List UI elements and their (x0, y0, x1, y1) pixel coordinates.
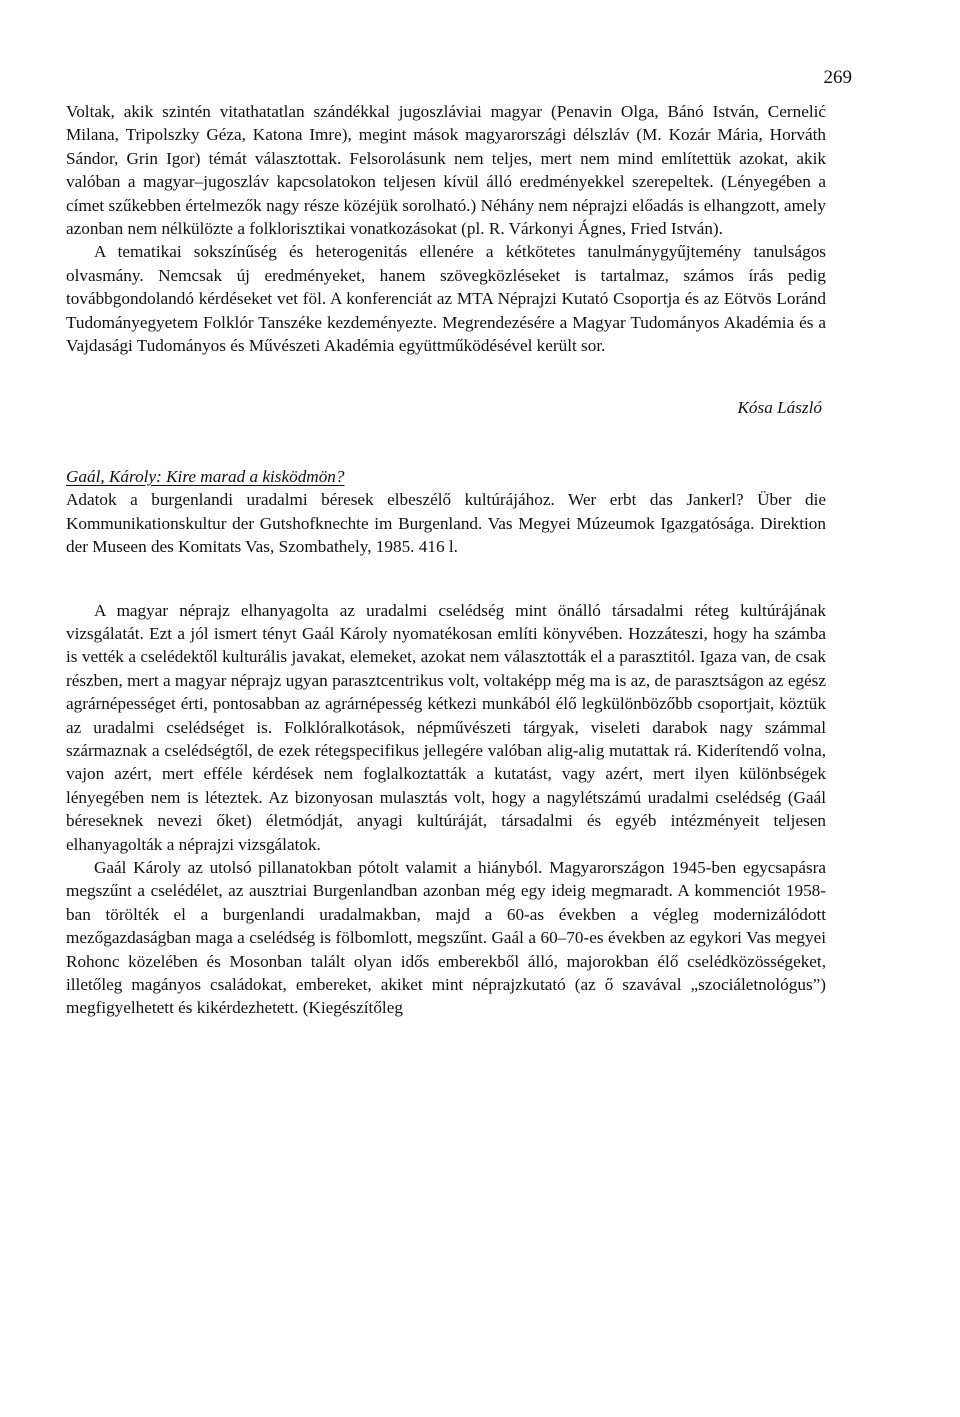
review-bibliography: Adatok a burgenlandi uradalmi béresek elbeszélő kultúrájához. Wer erbt das Jankerl? Über die Kommunikationskultur der Gutshofknechte im Burgenland. Vas Megyei Múzeumok Igazgatósága. Direktion der Museen des Komitats Vas, Szombathely, 1985. 416 l. (66, 490, 826, 557)
review-paragraph-1: A magyar néprajz elhanyagolta az uradalmi cselédség mint önálló társadalmi réteg kultúrájának vizsgálatát. Ezt a jól ismert tényt Gaál Károly nyomatékosan említi könyvében. Hozzáteszi, hogy ha számba is vették a cselédektől kulturális javakat, elemeket, azokat nem választották el a parasztitól. Igaza van, de csak részben, mert a magyar néprajz ugyan parasztcentrikus volt, voltaképp még ma is az, de parasztságon az egész agrárnépességet érti, pontosabban az agrárnépesség kétkezi munkából élő legkülönbözőbb csoportjait, köztük az uradalmi cselédséget is. Folklóralkotások, népművészeti tárgyak, viseleti darabok nagy számmal származnak a cselédségtől, de ezek rétegspecifikus jellegére valóban alig-alig mutattak rá. Kiderítendő volna, vajon azért, mert efféle kérdések nem foglalkoztatták a kutatást, vagy azért, mert ilyen különbségek lényegében nem is léteztek. Az bizonyosan mulasztás volt, hogy a nagylétszámú uradalmi cselédség (Gaál béreseknek nevezi őket) életmódját, anyagi kultúráját, társadalmi és egyéb intézményeit teljesen elhanyagolták a néprajzi vizsgálatok. (66, 600, 826, 854)
review-paragraph-2: Gaál Károly az utolsó pillanatokban pótolt valamit a hiányból. Magyarországon 1945-ben egycsapásra megszűnt a cselédélet, az ausztriai Burgenlandban azonban még egy ideig megmaradt. A kommenciót 1958-ban törölték el a burgenlandi uradalmakban, majd a 60-as években a végleg modernizálódott mezőgazdaságban maga a cselédség is fölbomlott, megszűnt. Gaál a 60–70-es években az egykori Vas megyei Rohonc közelében és Mosonban talált olyan idős emberekből álló, majorokban élő cselédközösségeket, illetőleg magányos családokat, embereket, akiket mint néprajzkutató (az ő szavával „szociáletnológus”) megfigyelhetett és kikérdezhetett. (Kiegészítőleg (66, 857, 826, 1018)
author-signature: Kósa László (737, 398, 822, 418)
intro-paragraph-2: A tematikai sokszínűség és heterogenitás ellenére a kétkötetes tanulmánygyűjtemény tanulságos olvasmány. Nemcsak új eredményeket, hanem szövegközléseket is tartalmaz, számos írás pedig továbbgondolandó kérdéseket vet föl. A konferenciát az MTA Néprajzi Kutató Csoportja és az Eötvös Loránd Tudományegyetem Folklór Tanszéke kezdeményezte. Megrendezésére a Magyar Tudományos Akadémia és a Vajdasági Tudományos és Művészeti Akadémia együttműködésével került sor. (66, 242, 826, 356)
review-title: Gaál, Károly: Kire marad a kisködmön? (66, 466, 345, 486)
page-number: 269 (823, 67, 852, 88)
intro-paragraph-1: Voltak, akik szintén vitathatatlan szándékkal jugoszláviai magyar (Penavin Olga, Bánó István, Cernelić Milana, Tripolszky Géza, Katona Imre), megint mások magyarországi délszláv (M. Kozár Mária, Horváth Sándor, Grin Igor) témát választottak. Felsorolásunk nem teljes, mert nem mind említettük azokat, akik valóban a magyar–jugoszláv kapcsolatokon teljesen kívül álló eredményekkel szerepeltek. (Lényegében a címet szűkebben értelmezők nagy része közéjük sorolható.) Néhány nem néprajzi előadás is elhangzott, amely azonban nem nélkülözte a folklorisztikai vonatkozásokat (pl. R. Várkonyi Ágnes, Fried István). (66, 102, 826, 239)
text-column (66, 100, 826, 1020)
